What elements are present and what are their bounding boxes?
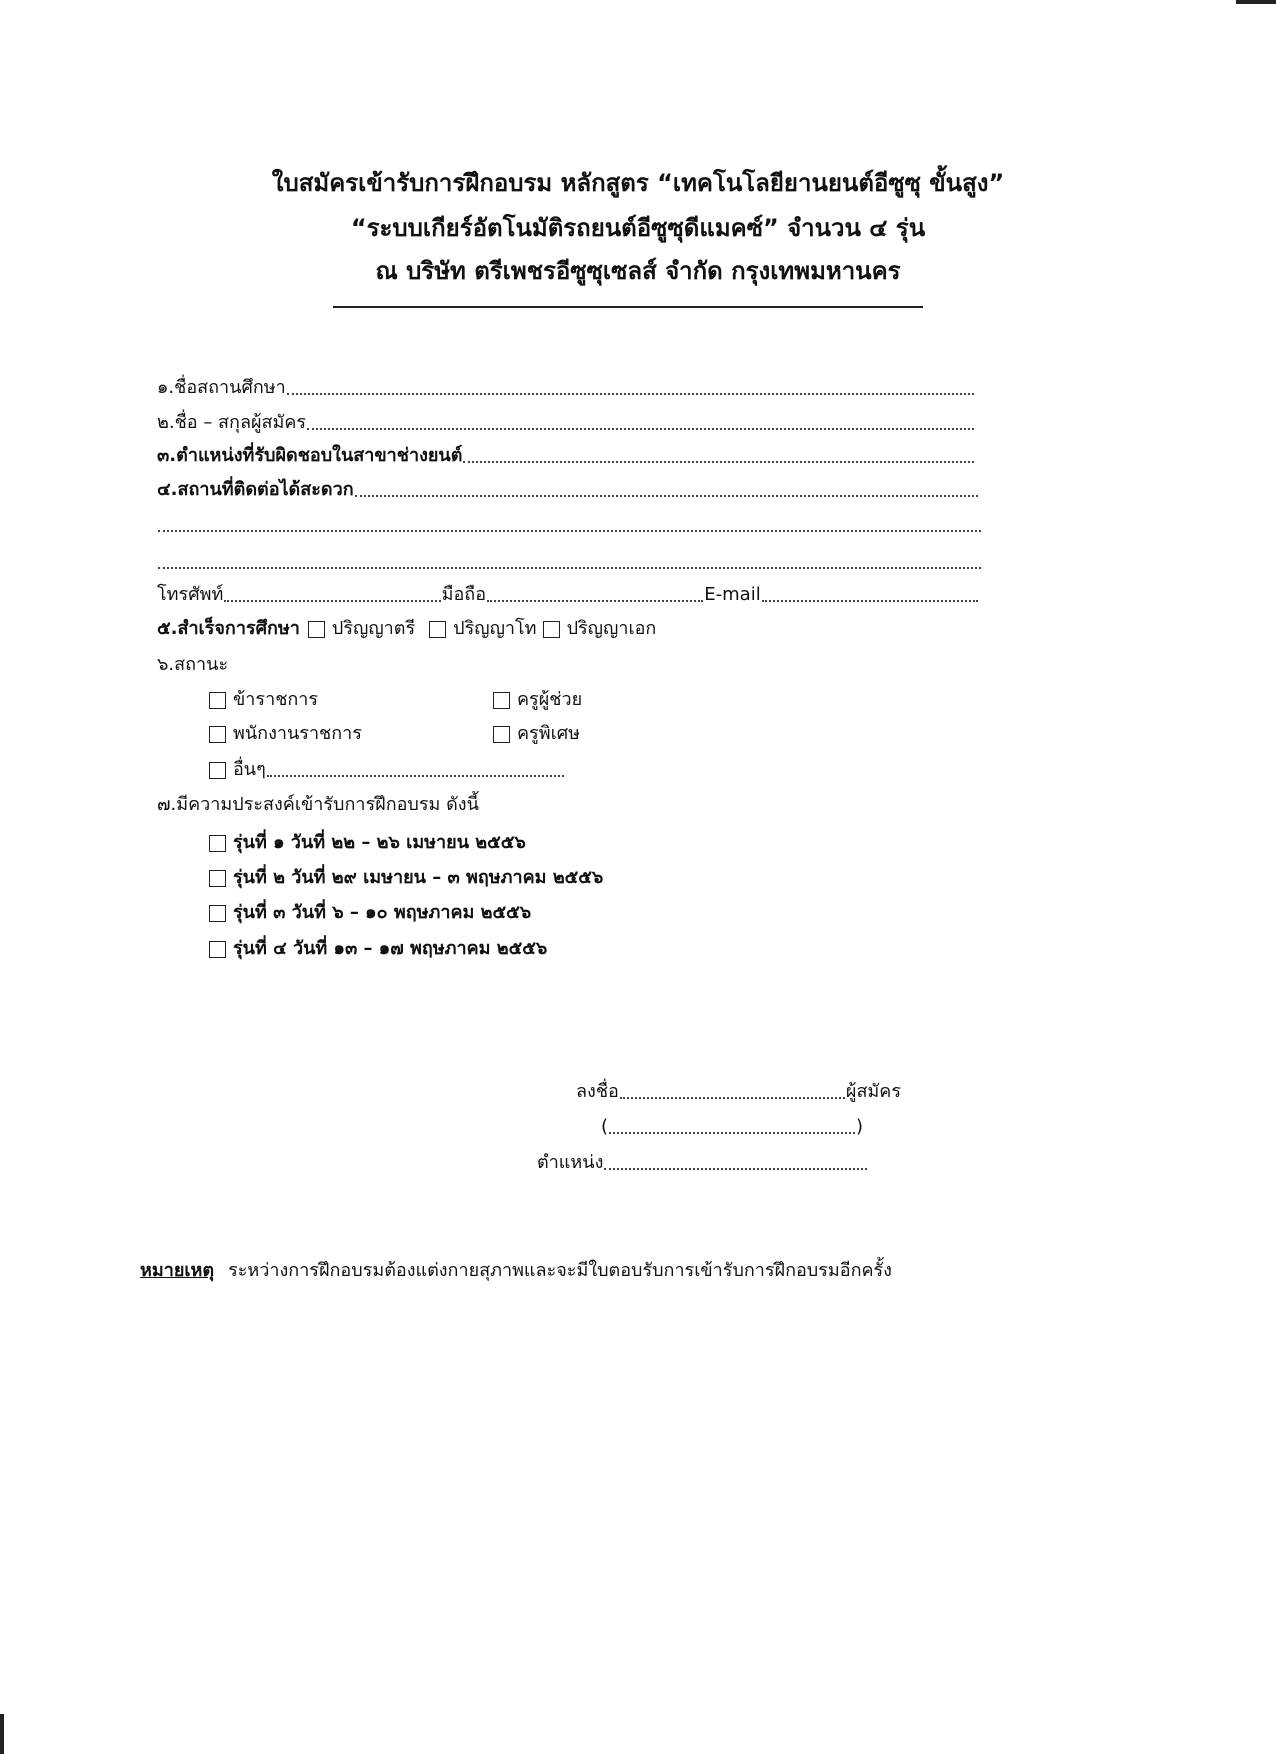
divider: [333, 306, 923, 308]
paren-close: ): [855, 1116, 863, 1137]
contact-row[interactable]: [157, 583, 979, 607]
checkbox-master[interactable]: [429, 621, 446, 638]
status-other[interactable]: [209, 758, 565, 782]
scan-mark: [1236, 0, 1276, 4]
session-1[interactable]: [209, 831, 526, 855]
note-text: ระหว่างการฝึกอบรมต้องแต่งกายสุภาพและจะมีใบตอบรับการเข้ารับการฝึกอบรมอีกครั้ง: [228, 1260, 892, 1281]
note: [140, 1259, 892, 1283]
option-label: ข้าราชการ: [233, 689, 319, 710]
position-field[interactable]: [157, 444, 975, 468]
status-gov-employee[interactable]: [209, 722, 362, 746]
checkbox[interactable]: [209, 762, 226, 779]
checkbox[interactable]: [209, 905, 226, 922]
phone-label: โทรศัพท์: [157, 584, 224, 605]
position-label: ๓.ตำแหน่งที่รับผิดชอบในสาขาช่างยนต์: [157, 445, 463, 466]
option-bachelor: ปริญญาตรี: [331, 618, 416, 639]
status-special-teacher[interactable]: [493, 722, 580, 746]
checkbox[interactable]: [209, 692, 226, 709]
status-civil-servant[interactable]: [209, 688, 318, 712]
session-4[interactable]: [209, 937, 547, 961]
session-label: รุ่นที่ ๔ วันที่ ๑๓ – ๑๗ พฤษภาคม ๒๕๕๖: [233, 938, 548, 959]
scan-mark: [0, 1714, 4, 1754]
institution-field[interactable]: [157, 376, 975, 400]
signer-position-field[interactable]: [537, 1151, 868, 1175]
address-label: ๔.สถานที่ติดต่อได้สะดวก: [157, 479, 354, 500]
option-label: อื่นๆ: [233, 759, 266, 780]
option-label: ครูผู้ช่วย: [517, 689, 583, 710]
mobile-label: มือถือ: [441, 584, 487, 605]
checkbox-doctorate[interactable]: [543, 621, 560, 638]
education-label: ๕.สำเร็จการศึกษา: [157, 618, 300, 639]
checkbox-bachelor[interactable]: [308, 621, 325, 638]
email-label: E-mail: [704, 584, 761, 605]
option-label: ครูพิเศษ: [517, 723, 581, 744]
title-line-3: ณ บริษัท ตรีเพชรอีซูซุเซลส์ จำกัด กรุงเทพมหานคร: [375, 257, 901, 285]
status-assistant-teacher[interactable]: [493, 688, 582, 712]
title-line-1: ใบสมัครเข้ารับการฝึกอบรม หลักสูตร “เทคโนโลยียานยนต์อีซูซุ ขั้นสูง”: [271, 169, 1005, 197]
name-field[interactable]: [157, 411, 975, 435]
session-3[interactable]: [209, 901, 531, 925]
session-label: รุ่นที่ ๑ วันที่ ๒๒ – ๒๖ เมษายน ๒๕๕๖: [233, 832, 526, 853]
signer-position-label: ตำแหน่ง: [537, 1152, 604, 1173]
name-label: ๒.ชื่อ – สกุลผู้สมัคร: [157, 412, 307, 433]
applicant-label: ผู้สมัคร: [845, 1081, 901, 1102]
status-label: ๖.สถานะ: [157, 654, 229, 675]
session-label: รุ่นที่ ๓ วันที่ ๖ – ๑๐ พฤษภาคม ๒๕๕๖: [233, 902, 532, 923]
sessions-label: ๗.มีความประสงค์เข้ารับการฝึกอบรม ดังนี้: [157, 794, 479, 815]
session-label: รุ่นที่ ๒ วันที่ ๒๙ เมษายน – ๓ พฤษภาคม ๒๕๕๖: [233, 867, 604, 888]
signature-field[interactable]: [576, 1080, 901, 1104]
checkbox[interactable]: [493, 726, 510, 743]
checkbox[interactable]: [209, 726, 226, 743]
sign-label: ลงชื่อ: [576, 1081, 619, 1102]
option-master: ปริญญาโท: [453, 618, 537, 639]
education-row: [157, 617, 656, 641]
institution-label: ๑.ชื่อสถานศึกษา: [157, 377, 286, 398]
checkbox[interactable]: [209, 941, 226, 958]
address-line-3[interactable]: [157, 550, 982, 574]
checkbox[interactable]: [493, 692, 510, 709]
address-line-2[interactable]: [157, 513, 982, 537]
session-2[interactable]: [209, 866, 603, 890]
title-line-2: “ระบบเกียร์อัตโนมัติรถยนต์อีซูซุดีแมคซ์” จำนวน ๔ รุ่น: [350, 214, 926, 242]
printed-name-field[interactable]: [601, 1115, 863, 1139]
paren-open: (: [601, 1116, 609, 1137]
checkbox[interactable]: [209, 835, 226, 852]
option-doctorate: ปริญญาเอก: [566, 618, 657, 639]
note-label: หมายเหตุ: [140, 1260, 215, 1281]
address-field[interactable]: [157, 478, 979, 502]
checkbox[interactable]: [209, 870, 226, 887]
option-label: พนักงานราชการ: [233, 723, 362, 744]
